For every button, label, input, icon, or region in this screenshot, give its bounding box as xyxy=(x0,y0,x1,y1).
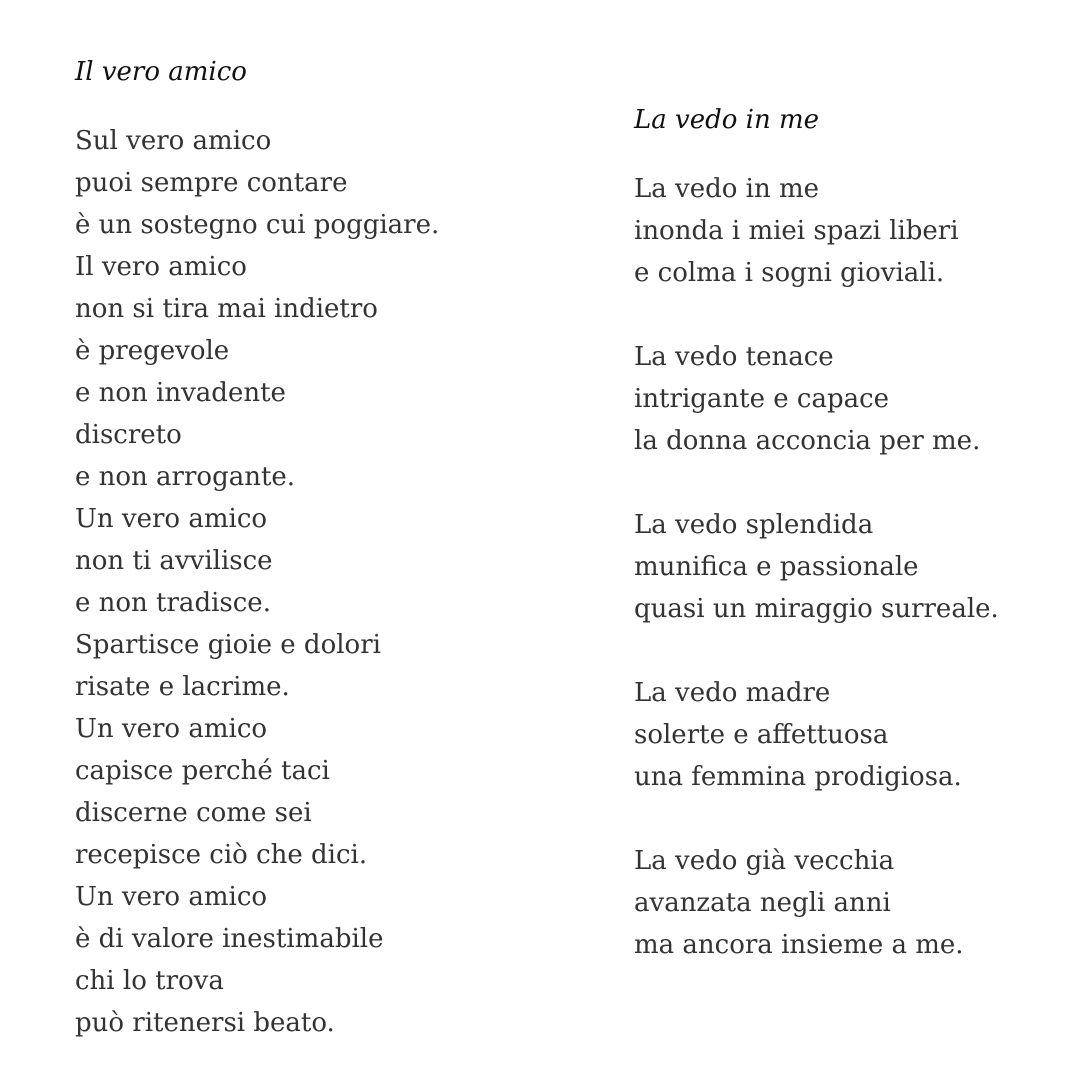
poem-line: La vedo madre xyxy=(634,678,831,708)
poem-line: La vedo splendida xyxy=(634,510,874,540)
poem-line: Un vero amico xyxy=(75,504,268,534)
poem-line: intrigante e capace xyxy=(634,384,890,414)
poem-line: ma ancora insieme a me. xyxy=(634,930,964,960)
poem-line: La vedo in me xyxy=(634,174,820,204)
poem-line: e colma i sogni gioviali. xyxy=(634,258,945,288)
poem-line: avanzata negli anni xyxy=(634,888,891,918)
poem-line: La vedo tenace xyxy=(634,342,834,372)
poem-stanza xyxy=(634,336,1054,462)
poem-line: recepisce ciò che dici. xyxy=(75,840,368,870)
poem-stanza xyxy=(75,120,575,1044)
poem-stanza xyxy=(634,672,1054,798)
poem-title: La vedo in me xyxy=(634,105,820,135)
poem-line: inonda i miei spazi liberi xyxy=(634,216,959,246)
poem-line: capisce perché taci xyxy=(75,756,330,786)
poem-line: risate e lacrime. xyxy=(75,672,290,702)
poem-la-vedo-in-me xyxy=(634,102,1054,966)
poem-il-vero-amico xyxy=(75,54,575,1044)
poem-line: una femmina prodigiosa. xyxy=(634,762,962,792)
poem-line: non ti avvilisce xyxy=(75,546,273,576)
poem-line: è un sostegno cui poggiare. xyxy=(75,210,440,240)
poem-line: e non tradisce. xyxy=(75,588,271,618)
poem-line: solerte e affettuosa xyxy=(634,720,889,750)
poem-line: chi lo trova xyxy=(75,966,224,996)
poem-line: Spartisce gioie e dolori xyxy=(75,630,381,660)
poem-line: e non invadente xyxy=(75,378,286,408)
poem-line: quasi un miraggio surreale. xyxy=(634,594,999,624)
poem-line: e non arrogante. xyxy=(75,462,296,492)
poem-line: discerne come sei xyxy=(75,798,312,828)
poem-line: puoi sempre contare xyxy=(75,168,348,198)
poem-line: non si tira mai indietro xyxy=(75,294,378,324)
poem-line: è di valore inestimabile xyxy=(75,924,384,954)
poem-line: la donna acconcia per me. xyxy=(634,426,981,456)
poem-stanza xyxy=(634,504,1054,630)
poem-line: Un vero amico xyxy=(75,882,268,912)
poem-line: munifica e passionale xyxy=(634,552,919,582)
poem-line: è pregevole xyxy=(75,336,230,366)
poem-line: discreto xyxy=(75,420,182,450)
poem-stanza xyxy=(634,168,1054,294)
poem-line: Sul vero amico xyxy=(75,126,272,156)
poem-line: Un vero amico xyxy=(75,714,268,744)
poem-line: Il vero amico xyxy=(75,252,247,282)
poem-line: può ritenersi beato. xyxy=(75,1008,335,1038)
poem-stanza xyxy=(634,840,1054,966)
poem-line: La vedo già vecchia xyxy=(634,846,895,876)
poem-title: Il vero amico xyxy=(75,57,247,87)
